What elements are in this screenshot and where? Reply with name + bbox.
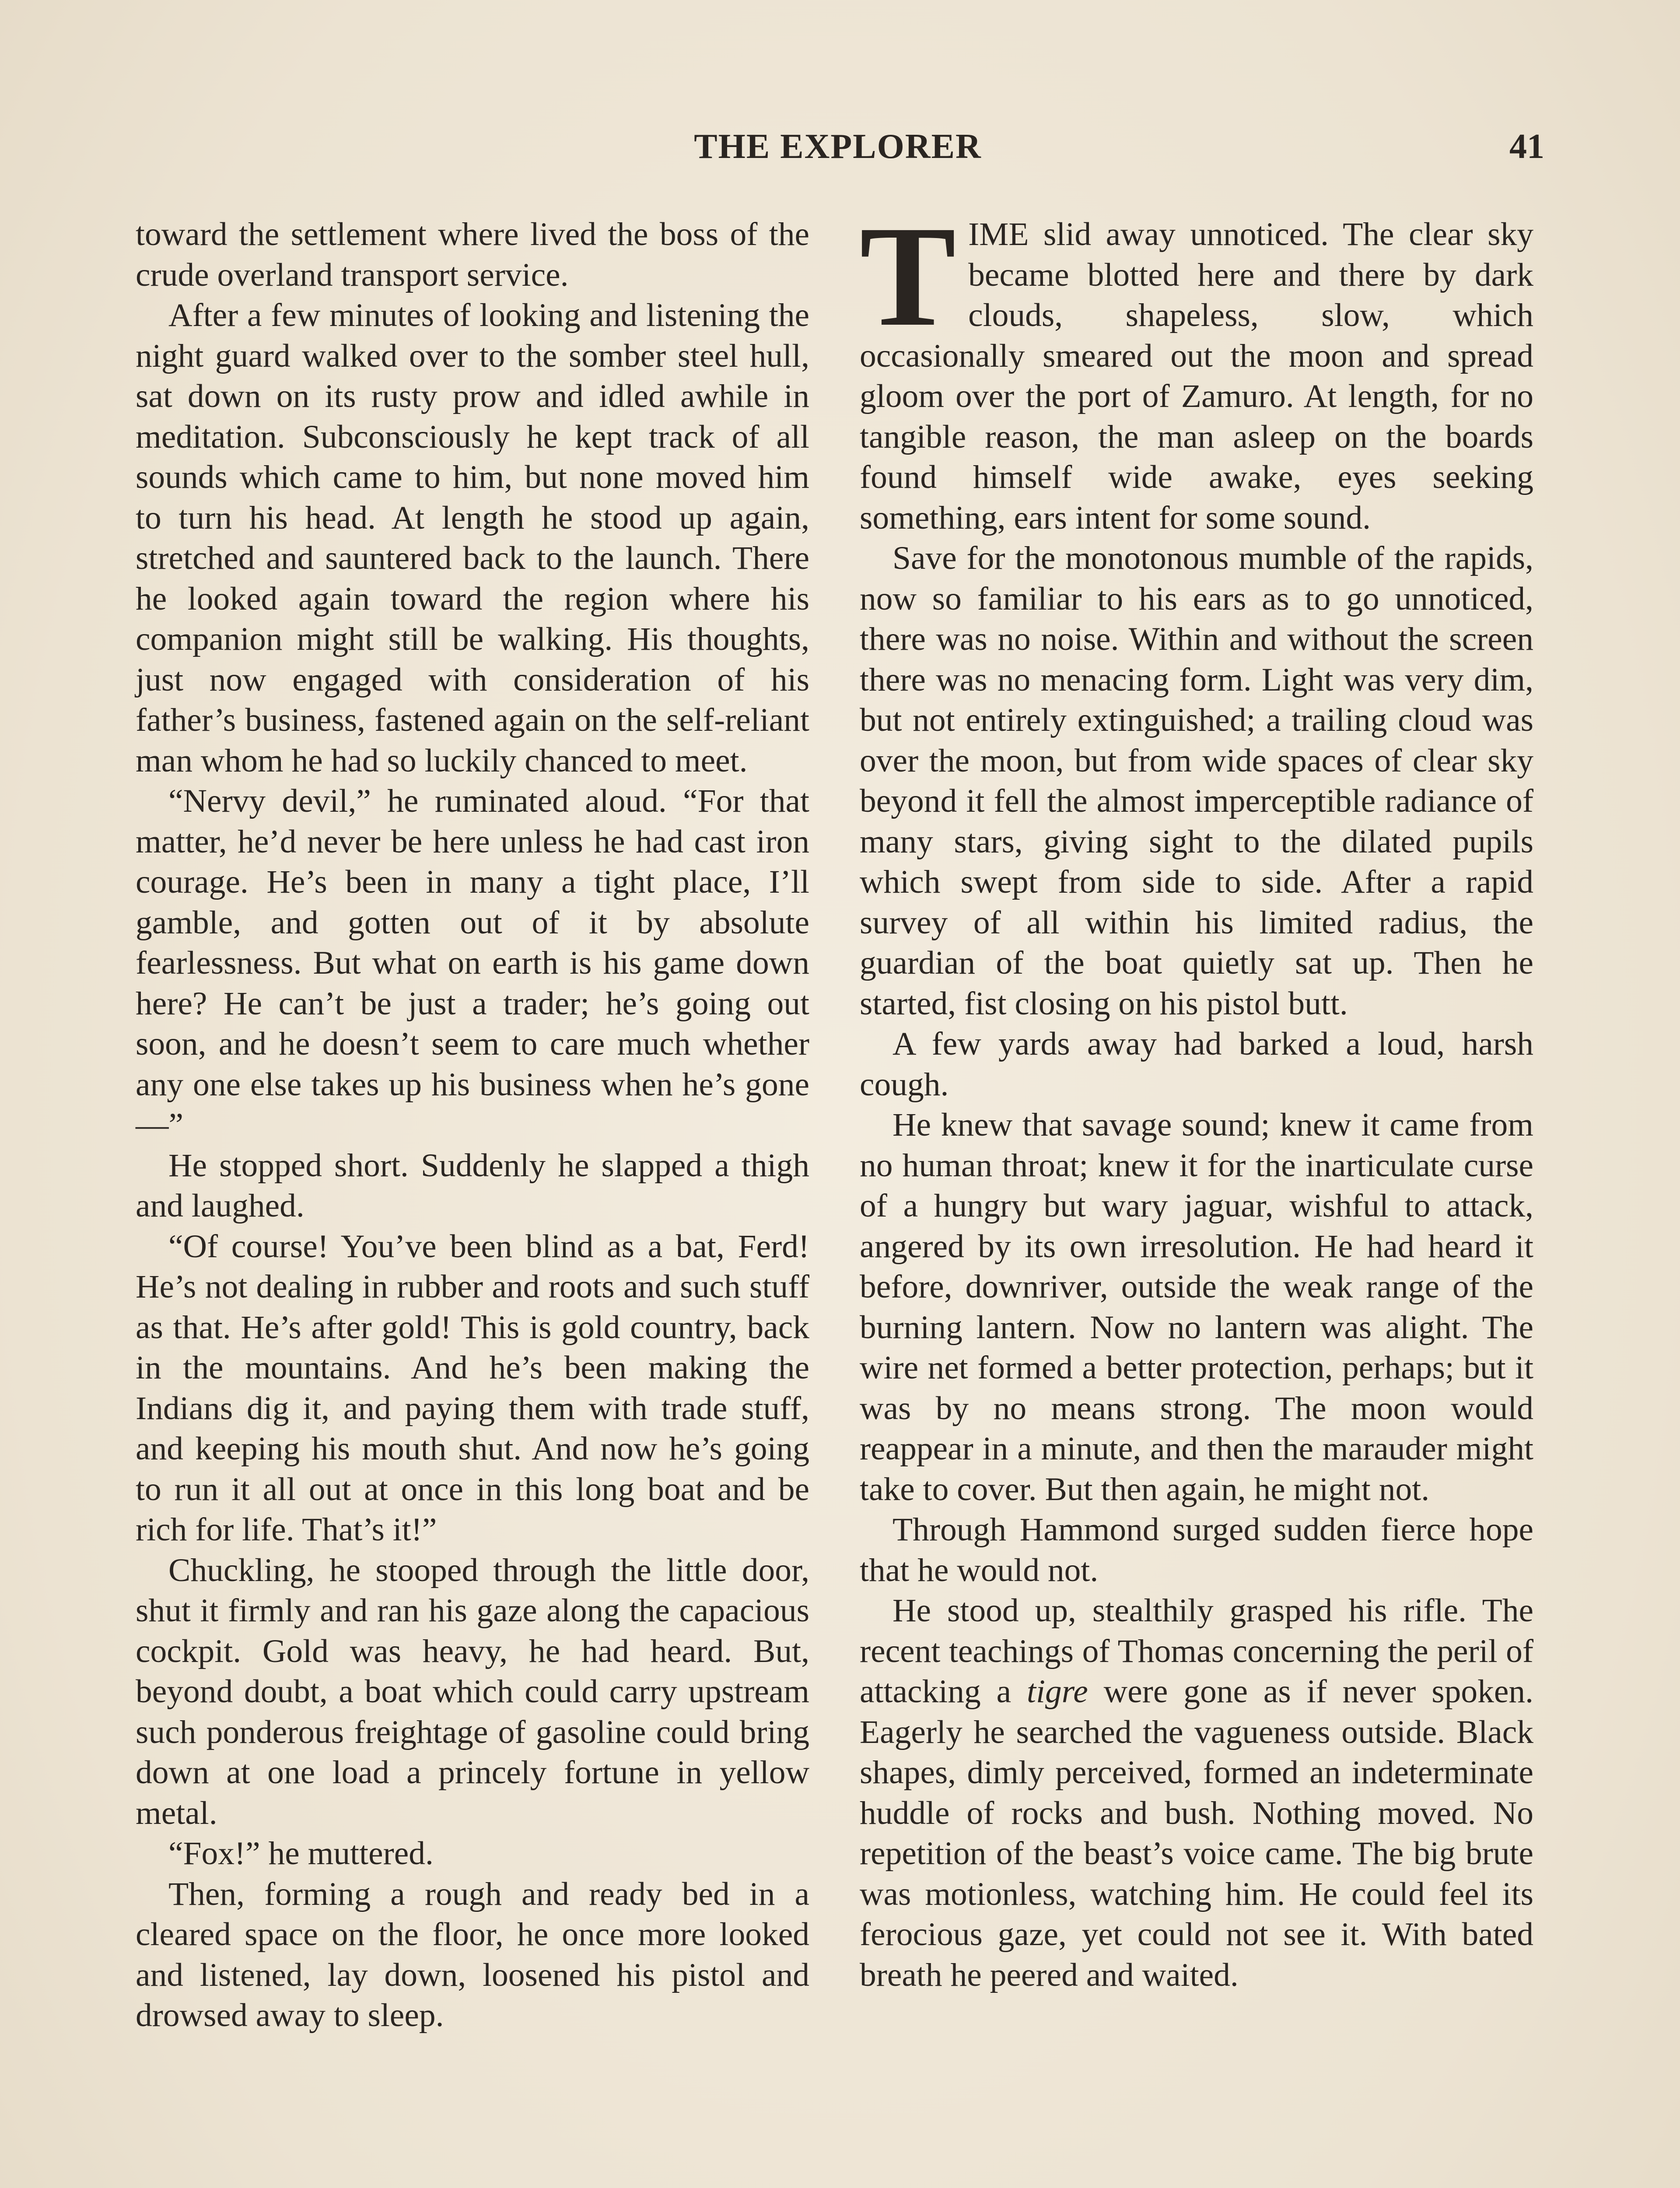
- opening-paragraph: [860, 196, 1533, 538]
- paragraph: After a few minutes of looking and listening the night guard walked over to the somber steel hull, sat down on its rusty prow and idled awhile in meditation. Subconsciously he kept track of all sounds which came to him, but none moved him to turn his head. At length he stood up again, stretched and sauntered back to the launch. There he looked again toward the region where his companion might still be walking. His thoughts, just now engaged with consideration of his father’s business, fastened again on the self-reliant man whom he had so luckily chanced to meet.: [136, 297, 809, 779]
- paragraph: Save for the monotonous mumble of the rapids, now so familiar to his ears as to go unnoticed, there was no noise. Within and without the screen there was no menacing form. Light was very dim, but not entirely extinguished; a trailing cloud was over the moon, but from wide spaces of clear sky beyond it fell the almost imperceptible radiance of many stars, giving sight to the dilated pupils which swept from side to side. After a rapid survey of all within his limited radius, the guardian of the boat quietly sat up. Then he started, fist closing on his pistol butt.: [860, 540, 1533, 1022]
- opening-paragraph-text: IME slid away unnoticed. The clear sky became blotted here and there by dark clouds, shapeless, slow, which occasionally smeared out the moon and spread gloom over the port of Zamuro. At length, for no tangible reason, the man asleep on the boards found himself wide awake, eyes seeking something, ears intent for some sound.: [860, 216, 1533, 536]
- paragraph: “Fox!” he muttered.: [168, 1835, 434, 1872]
- paragraph: Chuckling, he stooped through the little door, shut it firmly and ran his gaze along the capacious cockpit. Gold was heavy, he had heard. But, beyond doubt, a boat which could carry upstream such ponderous freightage of gasoline could bring down at one load a princely fortune in yellow metal.: [136, 1552, 809, 1831]
- paragraph-text: He stood up, stealthily grasped his rifle. The recent teachings of Thomas concerning the peril of attacking a: [860, 1592, 1533, 1710]
- paragraph: [860, 1591, 1533, 1995]
- left-column: [136, 214, 809, 2188]
- paragraph: Through Hammond surged sudden fierce hope that he would not.: [860, 1511, 1533, 1588]
- paragraph: Then, forming a rough and ready bed in a cleared space on the floor, he once more looked and listened, lay down, loosened his pistol and drowsed away to sleep.: [136, 1876, 809, 2034]
- page-number: 41: [1509, 127, 1544, 166]
- drop-cap: T: [860, 196, 956, 356]
- paragraph: A few yards away had barked a loud, harsh cough.: [860, 1026, 1533, 1103]
- italic-word: tigre: [1027, 1673, 1088, 1710]
- paragraph: “Nervy devil,” he ruminated aloud. “For that matter, he’d never be here unless he had cast iron courage. He’s been in many a tight place, I’ll gamble, and gotten out of it by absolute fearlessness. But what on earth is his game down here? He can’t be just a trader; he’s going out soon, and he doesn’t seem to care much whether any one else takes up his business when he’s gone—”: [136, 783, 809, 1143]
- paragraph: toward the settlement where lived the boss of the crude overland transport service.: [136, 216, 809, 293]
- page-header: [131, 127, 1544, 175]
- running-title: THE EXPLORER: [694, 127, 982, 166]
- paragraph: He knew that savage sound; knew it came from no human throat; knew it for the inarticulate curse of a hungry but wary jaguar, wishful to attack, angered by its own irresolution. He had heard it before, downriver, outside the weak range of the burning lantern. Now no lantern was alight. The wire net formed a better protection, perhaps; but it was by no means strong. The moon would reappear in a minute, and then the marauder might take to cover. But then again, he might not.: [860, 1107, 1533, 1508]
- paragraph-text: were gone as if never spoken. Eagerly he searched the vagueness outside. Black shapes, dimly perceived, formed an indeterminate huddle of rocks and bush. Nothing moved. No repetition of the beast’s voice came. The big brute was motionless, watching him. He could feel its ferocious gaze, yet could not see it. With bated breath he peered and waited.: [860, 1673, 1533, 1993]
- paragraph: He stopped short. Suddenly he slapped a thigh and laughed.: [136, 1147, 809, 1224]
- paragraph: “Of course! You’ve been blind as a bat, Ferd! He’s not dealing in rubber and roots and such stuff as that. He’s after gold! This is gold country, back in the mountains. And he’s been making the Indians dig it, and paying them with trade stuff, and keeping his mouth shut. And now he’s going to run it all out at once in this long boat and be rich for life. That’s it!”: [136, 1228, 809, 1548]
- right-column: [860, 196, 1533, 2188]
